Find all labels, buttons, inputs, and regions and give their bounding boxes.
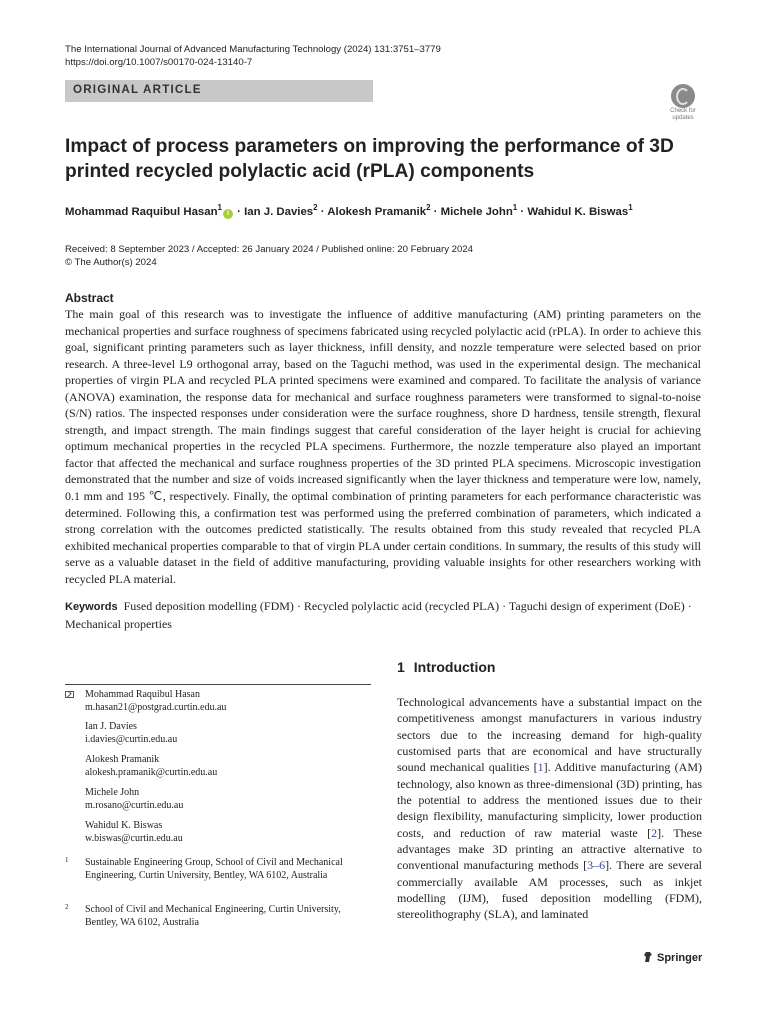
citation-link[interactable]: 3–6 xyxy=(587,858,606,873)
contact-email[interactable]: i.davies@curtin.edu.au xyxy=(85,734,178,746)
contact-email[interactable]: w.biswas@curtin.edu.au xyxy=(85,833,183,845)
section-title: Introduction xyxy=(413,659,496,675)
author-affiliation-mark: 2 xyxy=(313,203,318,212)
contact-entry xyxy=(85,786,183,813)
contact-name: Alokesh Pramanik xyxy=(85,754,160,765)
publisher-name: Springer xyxy=(657,952,703,964)
contact-entry xyxy=(85,720,177,747)
check-updates-icon xyxy=(671,84,695,108)
author-affiliation-mark: 2 xyxy=(426,203,431,212)
contact-name: Wahidul K. Biswas xyxy=(85,820,163,831)
author-affiliation-mark: 1 xyxy=(512,203,518,212)
affiliation-number: 1 xyxy=(65,856,69,864)
publisher-logo xyxy=(643,951,702,964)
contact-entry xyxy=(85,688,226,715)
contact-email[interactable]: alokesh.pramanik@curtin.edu.au xyxy=(85,767,218,779)
abstract-heading: Abstract xyxy=(65,291,114,305)
published-online-date: / Published online: 20 February 2024 xyxy=(313,244,474,255)
doi-link[interactable]: https://doi.org/10.1007/s00170-024-13140-7 xyxy=(65,57,253,69)
section-number: 1 xyxy=(397,659,405,675)
envelope-icon xyxy=(65,691,74,698)
footnote-divider xyxy=(65,684,371,685)
contact-name: Mohammad Raquibul Hasan xyxy=(85,689,200,700)
keywords xyxy=(65,598,701,632)
contact-entry xyxy=(85,753,217,780)
author-name: Alokesh Pramanik xyxy=(327,205,427,218)
affiliation-text: Sustainable Engineering Group, School of Civil and Mechanical Engineering, Curtin University, Bentley, WA 6102, Australia xyxy=(85,857,343,882)
article-type-label: ORIGINAL ARTICLE xyxy=(73,83,202,96)
author-affiliation-mark: 1 xyxy=(217,203,222,212)
orcid-icon[interactable]: i xyxy=(223,209,233,219)
journal-header xyxy=(65,43,441,70)
check-updates-line2: updates xyxy=(672,115,694,121)
author-name: Mohammad Raquibul Hasan xyxy=(65,205,218,218)
contact-name: Michele John xyxy=(85,787,140,798)
paper-title: Impact of process parameters on improving the performance of 3D printed recycled polylactic acid (rPLA) components xyxy=(65,136,674,182)
article-type-badge xyxy=(65,80,373,102)
publication-dates xyxy=(65,243,473,269)
author-name: Michele John xyxy=(440,205,513,218)
citation-link[interactable]: 1 xyxy=(537,760,544,775)
author-name: Ian J. Davies xyxy=(244,205,314,218)
journal-citation: The International Journal of Advanced Manufacturing Technology (2024) 131:3751–3779 xyxy=(65,44,441,55)
contact-entry xyxy=(85,819,183,846)
introduction-paragraph: Technological advancements have a substantial impact on the competitiveness amongst manufacturers in various industry sectors due to the increasing demand for high-quality customised parts that are economical and have structurally sound mechanical qualities [1]. Additive manufacturing (AM) technology, also known as three-dimensional (3D) printing, has the potential to address the mentioned issues due to their design flexibility, manufacturing simplicity, lower production costs, and reduction of raw material waste [2]. These advantages make 3D printing an attractive alternative to conventional manufacturing methods [3–6]. There are several commercially available AM processes, such as inkjet modelling (IJM), fused deposition modelling (FDM), stereolithography (SLA), and laminated xyxy=(397,695,702,922)
author-affiliation-mark: 1 xyxy=(628,203,633,212)
author-list: Mohammad Raquibul Hasan$^1$i · Ian J. Davies$^2$ · Alokesh Pramanik$^2$ · Michele John$^1$ · Wahidul K. Biswas$^1$ xyxy=(65,203,633,218)
check-updates-line1: Check for xyxy=(670,108,696,114)
keywords-text: Fused deposition modelling (FDM) · Recycled polylactic acid (recycled PLA) · Taguchi design of experiment (DoE) · Mechanical properties xyxy=(65,599,692,631)
author-name: Wahidul K. Biswas xyxy=(527,205,629,218)
received-accepted-dates: Received: 8 September 2023 / Accepted: 26 January 2024 xyxy=(65,244,314,255)
contact-email[interactable]: m.hasan21@postgrad.curtin.edu.au xyxy=(85,702,227,714)
citation-link[interactable]: 2 xyxy=(651,825,658,840)
keywords-label: Keywords xyxy=(65,601,118,613)
section-heading-introduction xyxy=(397,659,495,675)
abstract-text: The main goal of this research was to investigate the influence of additive manufacturing (AM) printing parameters on the mechanical properties and surface roughness of specimens fabricated using recycled polylactic acid (rPLA). In order to achieve this goal, significant printing parameters such as layer thickness, infill density, and nozzle temperature were selected based on prior research. A three-level L9 orthogonal array, based on the Taguchi method, was used in the experimental design. The mechanical properties of virgin PLA and recycled PLA printed specimens were examined and compared. To facilitate the analysis of variance (ANOVA) examination, the response data for mechanical and surface roughness parameters were transformed to signal-to-noise (S/N) ratios. The inspected responses under consideration were the surface roughness, shore D hardness, tensile strength, flexural strength, and impact strength. The main findings suggest that careful consideration of the layer height is crucial for achieving optimum mechanical properties in the recycled PLA specimens. Furthermore, the nozzle temperature also played an important factor that affected the mechanical and surface roughness properties of the 3D printed PLA specimens. Microscopic investigation demonstrated that the number and size of voids increased significantly when the layer thickness and temperature were low, namely, 0.1 mm and 195 ℃, respectively. Finally, the optimal combination of printing parameters for each performance characteristic was determined. Following this, a confirmation test was performed using the preferred combination of parameters, which indicated a strong correlation with the outcomes predicted statistically. The results obtained from this study revealed that recycled PLA exhibited mechanical properties comparable to that of virgin PLA under certain conditions. In summary, the results of this study will serve as a valuable dataset in the field of additive manufacturing, providing valuable insights for other researchers working with recycled PLA material. xyxy=(65,307,701,586)
affiliation-number: 2 xyxy=(65,903,69,911)
springer-horse-icon xyxy=(643,951,653,963)
contact-name: Ian J. Davies xyxy=(85,721,137,732)
contact-email[interactable]: m.rosano@curtin.edu.au xyxy=(85,800,184,812)
copyright: © The Author(s) 2024 xyxy=(65,257,157,269)
affiliation-text: School of Civil and Mechanical Engineering, Curtin University, Bentley, WA 6102, Australia xyxy=(85,904,341,929)
check-for-updates-button[interactable] xyxy=(664,84,702,124)
